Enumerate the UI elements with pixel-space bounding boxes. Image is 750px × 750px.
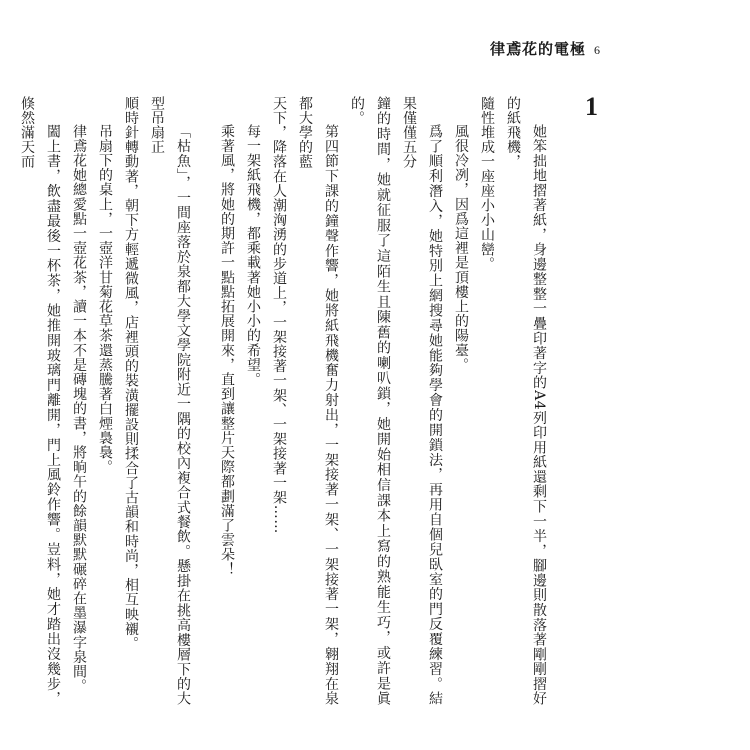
paragraph: 乘著風，將她的期許一點點拓展開來，直到讓整片天際都劃滿了雲朵！ <box>219 124 235 577</box>
page-number: 6 <box>594 43 600 57</box>
paragraph-continuation: 天下，降落在人潮洶湧的步道上，一架接著一架、一架接著一架…… <box>271 96 287 534</box>
header-title: 律鳶花的電極 <box>489 40 586 58</box>
paragraph: 律鳶花她總愛點一壺花茶，讀一本不是磚塊的書，將晌午的餘韻默默碾碎在墨瀑字泉間。 <box>71 124 87 694</box>
paragraph: 爲了順利潛入，她特別上網搜尋她能夠學會的開鎖法，再用自個兒臥室的門反覆練習。結果僅僅五分 <box>401 96 443 706</box>
paragraph: 她笨拙地摺著紙，身邊整整一疊印著字的A4列印用紙還剩下一半，腳邊則散落著剛剛摺好的紙飛機， <box>505 96 547 706</box>
paragraph-continuation: 鐘的時間，她就征服了這陌生且陳舊的喇叭鎖，她開始相信課本上寫的熟能生巧，或許是眞的。 <box>349 96 391 706</box>
paragraph-continuation: 順時針轉動著，朝下方輕遞微風，店裡頭的裝潢擺設則揉合了古韻和時尚，相互映襯。 <box>123 96 139 651</box>
running-header <box>490 38 600 59</box>
body-text <box>19 96 552 706</box>
paragraph: 風很冷冽，因爲這裡是頂樓上的陽臺。 <box>453 124 469 373</box>
paragraph-continuation: 隨性堆成一座座小小山巒。 <box>479 96 495 272</box>
paragraph: 第四節下課的鐘聲作響，她將紙飛機奮力射出，一架接著一架、一架接著一架，翱翔在泉都大學的藍 <box>297 96 339 706</box>
paragraph: 每一架紙飛機，都乘載著她小小的希望。 <box>245 124 261 387</box>
paragraph: 闔上書，飲盡最後一杯茶，她推開玻璃門離開，門上風鈴作響。豈料，她才踏出沒幾步，倏然滿天而 <box>19 96 61 706</box>
paragraph: 吊扇下的桌上，一壺洋甘菊花草茶還蒸騰著白煙裊裊。 <box>97 124 113 475</box>
chapter-number: 1 <box>585 92 598 121</box>
paragraph: 「枯魚」，一間座落於泉都大學文學院附近一隅的校內複合式餐飲。懸掛在挑高樓層下的大型吊扇正 <box>149 96 191 706</box>
